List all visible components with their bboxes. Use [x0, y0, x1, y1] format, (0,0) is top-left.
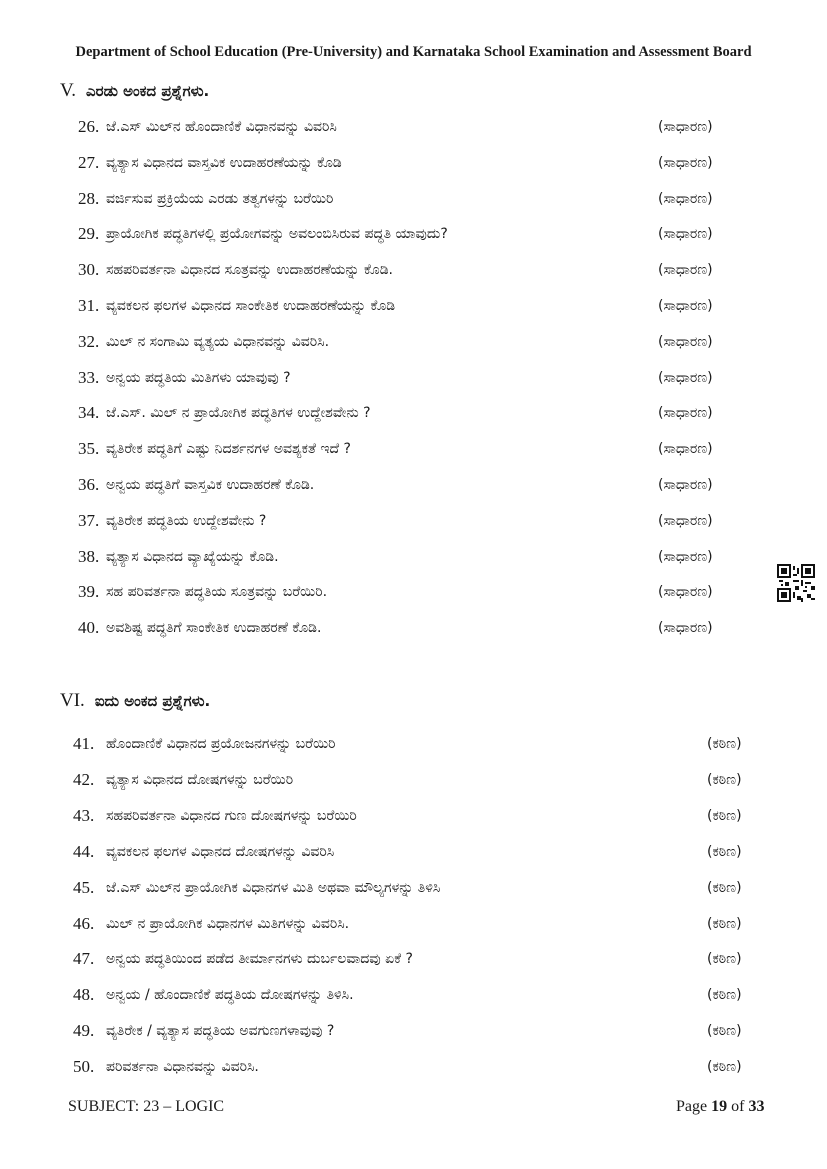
question-text: ಸಹಪರಿವರ್ತನಾ ವಿಧಾನದ ಗುಣ ದೋಷಗಳನ್ನು ಬರೆಯಿರಿ	[106, 807, 357, 824]
difficulty-label: (ಸಾಧಾರಣ)	[658, 333, 713, 350]
question-text: ವ್ಯತ್ಯಾಸ ವಿಧಾನದ ದೋಷಗಳನ್ನು ಬರೆಯಿರಿ	[106, 771, 294, 788]
question-number: 35.	[78, 439, 100, 459]
question-text: ಮಿಲ್ ನ ಪ್ರಾಯೋಗಿಕ ವಿಧಾನಗಳ ಮಿತಿಗಳನ್ನು ವಿವರಿಸಿ.	[106, 915, 350, 932]
question-row	[0, 1052, 827, 1082]
question-number: 30.	[78, 260, 100, 280]
page-total: 33	[748, 1098, 765, 1115]
difficulty-label: (ಸಾಧಾರಣ)	[658, 512, 713, 529]
question-text: ಸಹ ಪರಿವರ್ತನಾ ಪದ್ಧತಿಯ ಸೂತ್ರವನ್ನು ಬರೆಯಿರಿ.	[106, 584, 328, 601]
difficulty-label: (ಕಠಿಣ)	[707, 879, 742, 896]
question-row	[0, 184, 827, 214]
question-row	[0, 255, 827, 285]
question-row	[0, 577, 827, 607]
question-text: ಅನ್ವಯ / ಹೊಂದಾಣಿಕೆ ಪದ್ಧತಿಯ ದೋಷಗಳನ್ನು ತಿಳಿಸಿ.	[106, 987, 354, 1004]
question-row	[0, 398, 827, 428]
question-number: 32.	[78, 331, 100, 351]
question-row	[0, 944, 827, 974]
difficulty-label: (ಕಠಿಣ)	[707, 843, 742, 860]
question-text: ವ್ಯತ್ಯಾಸ ವಿಧಾನದ ವಾಸ್ತವಿಕ ಉದಾಹರಣೆಯನ್ನು ಕೊಡಿ	[106, 154, 342, 171]
section-roman: V.	[60, 80, 77, 101]
page-prefix: Page	[676, 1098, 712, 1115]
question-row	[0, 801, 827, 831]
question-row	[0, 980, 827, 1010]
question-row	[0, 837, 827, 867]
section-heading: ಐದು ಅಂಕದ ಪ್ರಶ್ನೆಗಳು.	[94, 692, 211, 710]
question-text: ವ್ಯತಿರೇಕ ಪದ್ಧತಿಗೆ ಎಷ್ಟು ನಿದರ್ಶನಗಳ ಅವಶ್ಯಕತೆ ಇದೆ ?	[106, 441, 351, 458]
difficulty-label: (ಸಾಧಾರಣ)	[658, 441, 713, 458]
question-text: ಹೊಂದಾಣಿಕೆ ವಿಧಾನದ ಪ್ರಯೋಜನಗಳನ್ನು ಬರೆಯಿರಿ	[106, 736, 336, 752]
difficulty-label: (ಸಾಧಾರಣ)	[658, 154, 713, 171]
question-number: 41.	[73, 734, 95, 753]
question-number: 42.	[73, 769, 95, 789]
question-text: ವ್ಯತಿರೇಕ / ವ್ಯತ್ಯಾಸ ಪದ್ಧತಿಯ ಅವಗುಣಗಳಾವುವು ?	[106, 1023, 335, 1040]
difficulty-label: (ಸಾಧಾರಣ)	[658, 405, 713, 422]
difficulty-label: (ಕಠಿಣ)	[707, 1023, 742, 1040]
question-row	[0, 470, 827, 500]
question-text: ಮಿಲ್ ನ ಸಂಗಾಮಿ ವ್ಯತ್ಯಯ ವಿಧಾನವನ್ನು ವಿವರಿಸಿ.	[106, 333, 330, 350]
question-text: ಜೆ.ಎಸ್. ಮಿಲ್ ನ ಪ್ರಾಯೋಗಿಕ ಪದ್ಧತಿಗಳ ಉದ್ದೇಶವೇನು ?	[106, 405, 371, 422]
question-text: ವರ್ಜಿಸುವ ಪ್ರಕ್ರಿಯೆಯ ಎರಡು ತತ್ವಗಳನ್ನು ಬರೆಯಿರಿ	[106, 190, 334, 207]
question-number: 45.	[73, 877, 95, 897]
question-row	[0, 434, 827, 464]
question-row	[0, 291, 827, 321]
question-text: ವ್ಯವಕಲನ ಫಲಗಳ ವಿಧಾನದ ಸಾಂಕೇತಿಕ ಉದಾಹರಣೆಯನ್ನು ಕೊಡಿ	[106, 298, 396, 314]
question-number: 36.	[78, 475, 100, 494]
difficulty-label: (ಸಾಧಾರಣ)	[658, 584, 713, 601]
difficulty-label: (ಸಾಧಾರಣ)	[658, 620, 713, 637]
difficulty-label: (ಸಾಧಾರಣ)	[658, 119, 713, 135]
footer-subject: SUBJECT: 23 – LOGIC	[68, 1098, 225, 1115]
question-text: ಜೆ.ಎಸ್ ಮಿಲ್‌ನ ಪ್ರಾಯೋಗಿಕ ವಿಧಾನಗಳ ಮಿತಿ ಅಥವಾ ಮೌಲ್ಯಗಳನ್ನು ತಿಳಿಸಿ	[106, 879, 441, 896]
question-number: 38.	[78, 546, 100, 566]
question-row	[0, 542, 827, 572]
difficulty-label: (ಸಾಧಾರಣ)	[658, 369, 713, 386]
question-row	[0, 506, 827, 536]
question-number: 43.	[73, 805, 95, 825]
difficulty-label: (ಕಠಿಣ)	[707, 1059, 742, 1076]
question-number: 37.	[78, 510, 100, 530]
difficulty-label: (ಕಠಿಣ)	[707, 987, 742, 1004]
question-number: 27.	[78, 152, 100, 172]
difficulty-label: (ಸಾಧಾರಣ)	[658, 190, 713, 207]
question-row	[0, 112, 827, 142]
difficulty-label: (ಸಾಧಾರಣ)	[658, 226, 713, 243]
difficulty-label: (ಕಠಿಣ)	[707, 951, 742, 968]
question-number: 50.	[73, 1057, 95, 1077]
question-row	[0, 613, 827, 643]
question-text: ವ್ಯತ್ಯಾಸ ವಿಧಾನದ ವ್ಯಾಖ್ಯೆಯನ್ನು ಕೊಡಿ.	[106, 548, 279, 565]
section-title-v	[60, 80, 209, 102]
question-row	[0, 765, 827, 795]
question-text: ಪರಿವರ್ತನಾ ವಿಧಾನವನ್ನು ವಿವರಿಸಿ.	[106, 1059, 259, 1076]
difficulty-label: (ಸಾಧಾರಣ)	[658, 262, 713, 279]
question-number: 34.	[78, 403, 100, 423]
question-number: 40.	[78, 618, 100, 638]
qr-code-icon	[777, 564, 815, 602]
difficulty-label: (ಸಾಧಾರಣ)	[658, 477, 713, 493]
question-number: 44.	[73, 841, 95, 861]
question-text: ಸಹಪರಿವರ್ತನಾ ವಿಧಾನದ ಸೂತ್ರವನ್ನು ಉದಾಹರಣೆಯನ್ನು ಕೊಡಿ.	[106, 262, 394, 279]
question-text: ಅನ್ವಯ ಪದ್ಧತಿಗೆ ವಾಸ್ತವಿಕ ಉದಾಹರಣೆ ಕೊಡಿ.	[106, 477, 315, 493]
section-title-vi	[60, 690, 210, 712]
page-current: 19	[711, 1098, 728, 1115]
question-row	[0, 148, 827, 178]
question-text: ಅನ್ವಯ ಪದ್ಧತಿಯ ಮಿತಿಗಳು ಯಾವುವು ?	[106, 369, 291, 386]
question-text: ಅವಶಿಷ್ಟ ಪದ್ಧತಿಗೆ ಸಾಂಕೇತಿಕ ಉದಾಹರಣೆ ಕೊಡಿ.	[106, 620, 322, 637]
question-row	[0, 327, 827, 357]
question-number: 47.	[73, 949, 95, 969]
question-number: 49.	[73, 1021, 95, 1041]
question-row	[0, 219, 827, 249]
section-roman: VI.	[60, 690, 85, 711]
difficulty-label: (ಸಾಧಾರಣ)	[658, 548, 713, 565]
question-number: 31.	[78, 296, 100, 315]
question-number: 26.	[78, 117, 100, 136]
question-number: 39.	[78, 582, 100, 602]
question-text: ವ್ಯವಕಲನ ಫಲಗಳ ವಿಧಾನದ ದೋಷಗಳನ್ನು ವಿವರಿಸಿ	[106, 843, 335, 860]
question-text: ಪ್ರಾಯೋಗಿಕ ಪದ್ಧತಿಗಳಲ್ಲಿ ಪ್ರಯೋಗವನ್ನು ಅವಲಂಬಿಸಿರುವ ಪದ್ಧತಿ ಯಾವುದು?	[106, 226, 448, 243]
page-header: Department of School Education (Pre-University) and Karnataka School Examination and Assessment Board	[75, 44, 752, 60]
page-of: of	[727, 1098, 749, 1115]
difficulty-label: (ಕಠಿಣ)	[707, 771, 742, 788]
footer-page-number	[676, 1098, 764, 1116]
difficulty-label: (ಕಠಿಣ)	[707, 807, 742, 824]
question-number: 28.	[78, 188, 100, 208]
question-row	[0, 1016, 827, 1046]
question-text: ಅನ್ವಯ ಪದ್ಧತಿಯಿಂದ ಪಡೆದ ತೀರ್ಮಾನಗಳು ದುರ್ಬಲವಾದವು ಏಕೆ ?	[106, 951, 413, 968]
question-row	[0, 873, 827, 903]
difficulty-label: (ಕಠಿಣ)	[707, 736, 742, 752]
question-row	[0, 729, 827, 759]
question-number: 48.	[73, 985, 95, 1005]
difficulty-label: (ಕಠಿಣ)	[707, 915, 742, 932]
question-text: ಜೆ.ಎಸ್ ಮಿಲ್‌ನ ಹೊಂದಾಣಿಕೆ ವಿಧಾನವನ್ನು ವಿವರಿಸಿ	[106, 119, 337, 135]
question-number: 29.	[78, 224, 100, 244]
section-heading: ಎರಡು ಅಂಕದ ಪ್ರಶ್ನೆಗಳು.	[86, 82, 210, 100]
question-row	[0, 363, 827, 393]
question-number: 46.	[73, 913, 95, 933]
question-number: 33.	[78, 367, 100, 387]
difficulty-label: (ಸಾಧಾರಣ)	[658, 298, 713, 314]
question-text: ವ್ಯತಿರೇಕ ಪದ್ಧತಿಯ ಉದ್ದೇಶವೇನು ?	[106, 512, 267, 529]
question-row	[0, 909, 827, 939]
